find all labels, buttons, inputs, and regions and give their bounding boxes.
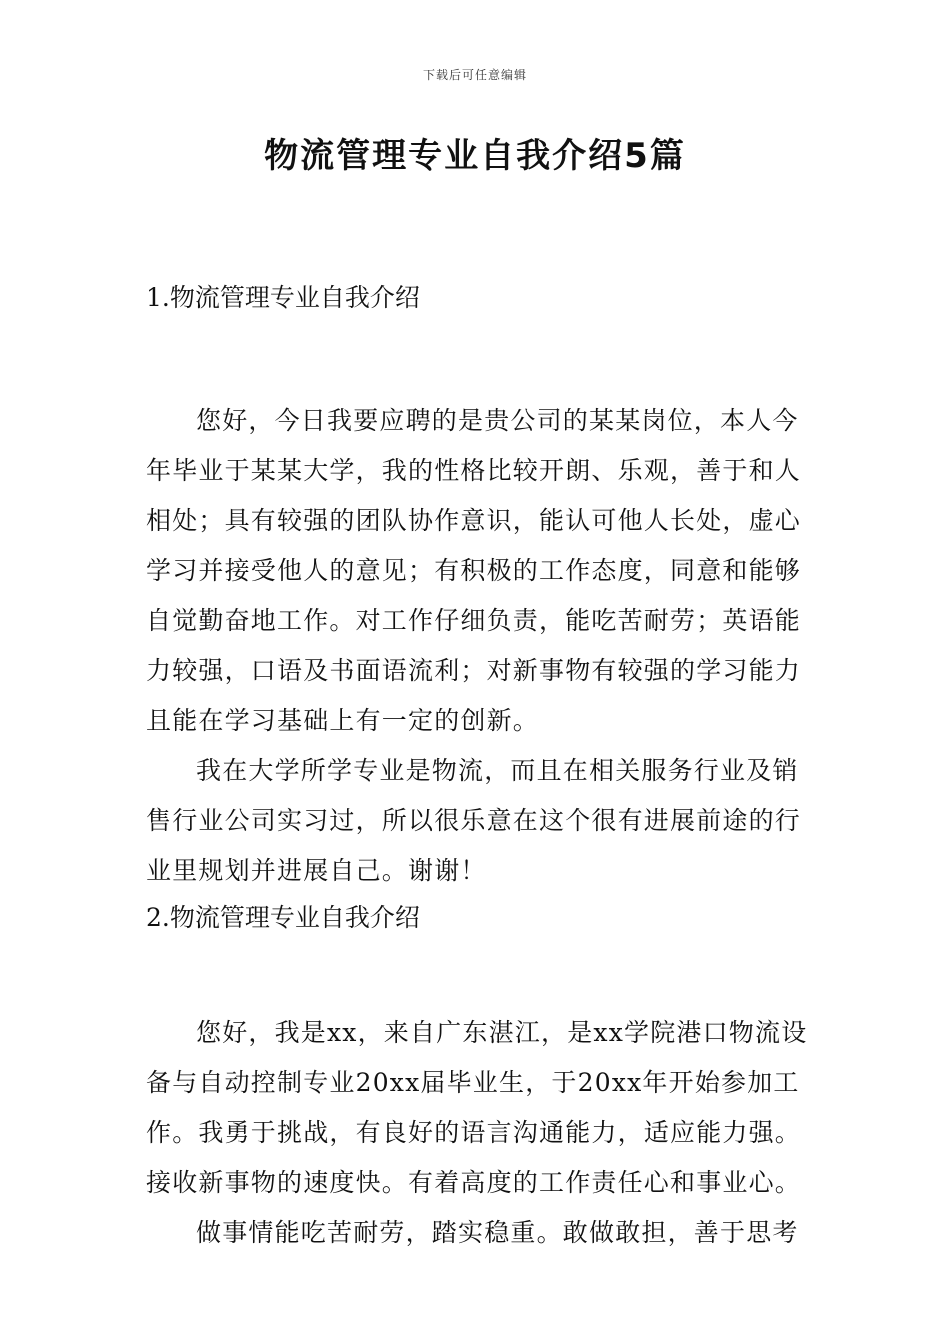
paragraph: 您好，我是xx，来自广东湛江，是xx学院港口物流设备与自动控制专业20xx届毕业生，于20xx年开始参加工作。我勇于挑战，有良好的语言沟通能力，适应能力强。接收新事物的速度快。有着高度的工作责任心和事业心。 <box>146 1018 808 1197</box>
spacer <box>146 938 810 1008</box>
paragraph: 您好，今日我要应聘的是贵公司的某某岗位，本人今年毕业于某某大学，我的性格比较开朗、乐观，善于和人相处；具有较强的团队协作意识，能认可他人长处，虚心学习并接受他人的意见；有积极的工作态度，同意和能够自觉勤奋地工作。对工作仔细负责，能吃苦耐劳；英语能力较强，口语及书面语流利；对新事物有较强的学习能力且能在学习基础上有一定的创新。 <box>146 406 802 735</box>
spacer <box>146 318 810 396</box>
document-title: 物流管理专业自我介绍5篇 <box>264 136 686 176</box>
paragraph: 我在大学所学专业是物流，而且在相关服务行业及销售行业公司实习过，所以很乐意在这个很有进展前途的行业里规划并进展自己。谢谢！ <box>146 756 802 885</box>
section-heading-2: 2.物流管理专业自我介绍 <box>146 903 420 932</box>
section-heading-1: 1.物流管理专业自我介绍 <box>146 283 420 312</box>
paragraph: 做事情能吃苦耐劳，踏实稳重。敢做敢担，善于思考 <box>196 1218 799 1247</box>
document-body <box>146 278 810 1258</box>
header-note: 下载后可任意编辑 <box>422 68 527 82</box>
